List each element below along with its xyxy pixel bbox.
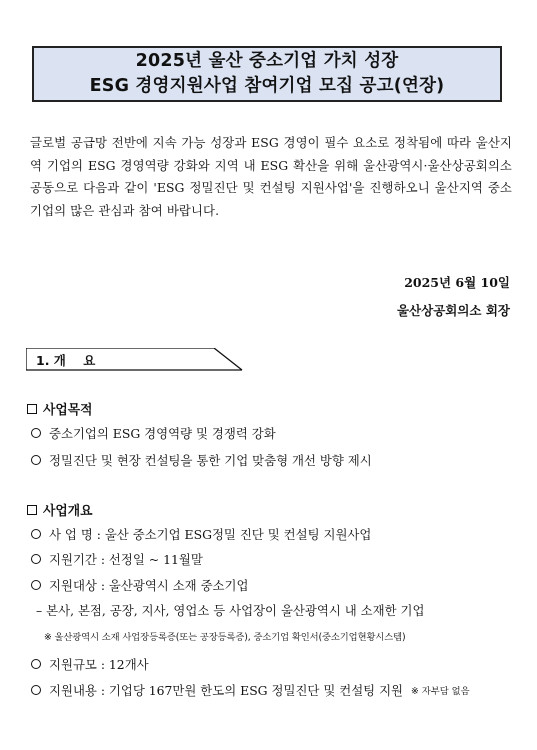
purpose-item-2 [31, 451, 372, 469]
intro-paragraph: 글로벌 공급망 전반에 지속 가능 성장과 ESG 경영이 필수 요소로 정착됨에 따라 울산지역 기업의 ESG 경영역량 강화와 지역 내 ESG 확산을 위해 울산광역시·울산상공회의소 공동으로 다음과 같이 'ESG 정밀진단 및 컨설팅 지원사업'을 진행하오니 울산지역 중소기업의 많은 관심과 참여 바랍니다. [30, 135, 512, 218]
overview-period-text: 지원기간 : 선정일 ~ 11월말 [49, 552, 203, 567]
circle-bullet-icon [31, 428, 41, 438]
overview-scale [31, 655, 149, 673]
purpose-heading [27, 399, 92, 418]
circle-bullet-icon [31, 554, 41, 564]
overview-target [31, 576, 248, 594]
overview-heading-label: 사업개요 [43, 504, 93, 519]
circle-bullet-icon [31, 580, 41, 590]
purpose-heading-label: 사업목적 [43, 403, 93, 418]
circle-bullet-icon [31, 529, 41, 539]
circle-bullet-icon [31, 455, 41, 465]
overview-heading [27, 500, 92, 519]
title-box [32, 46, 502, 102]
circle-bullet-icon [31, 685, 41, 695]
overview-period [31, 550, 203, 568]
overview-name-text: 사 업 명 : 울산 중소기업 ESG정밀 진단 및 컨설팅 지원사업 [49, 527, 372, 542]
overview-content [31, 681, 470, 699]
title-line-2: ESG 경영지원사업 참여기업 모집 공고(연장) [89, 76, 445, 96]
announcement-date: 2025년 6월 10일 [404, 275, 510, 290]
title-line-1: 2025년 울산 중소기업 가치 성장 [135, 51, 399, 71]
overview-name [31, 525, 371, 543]
checkbox-icon [27, 404, 37, 414]
overview-scale-text: 지원규모 : 12개사 [49, 657, 149, 672]
checkbox-icon [27, 505, 37, 515]
announcing-organization: 울산상공회의소 회장 [396, 303, 510, 318]
section-1-header [26, 348, 246, 372]
overview-target-text: 지원대상 : 울산광역시 소재 중소기업 [49, 578, 249, 593]
overview-content-text: 지원내용 : 기업당 167만원 한도의 ESG 정밀진단 및 컨설팅 지원 [49, 683, 404, 698]
section-1-label: 1. 개 요 [36, 353, 96, 368]
purpose-item-2-text: 정밀진단 및 현장 컨설팅을 통한 기업 맞춤형 개선 방향 제시 [49, 453, 372, 468]
circle-bullet-icon [31, 659, 41, 669]
overview-target-note: ※ 울산광역시 소재 사업장등록증(또는 공장등록증), 중소기업 확인서(중소기업현황시스템) [44, 632, 406, 643]
purpose-item-1-text: 중소기업의 ESG 경영역량 및 경쟁력 강화 [49, 426, 276, 441]
overview-content-note: ※ 자부담 없음 [411, 686, 470, 697]
purpose-item-1 [31, 424, 276, 442]
overview-target-detail: – 본사, 본점, 공장, 지사, 영업소 등 사업장이 울산광역시 내 소재한 기업 [36, 603, 425, 618]
